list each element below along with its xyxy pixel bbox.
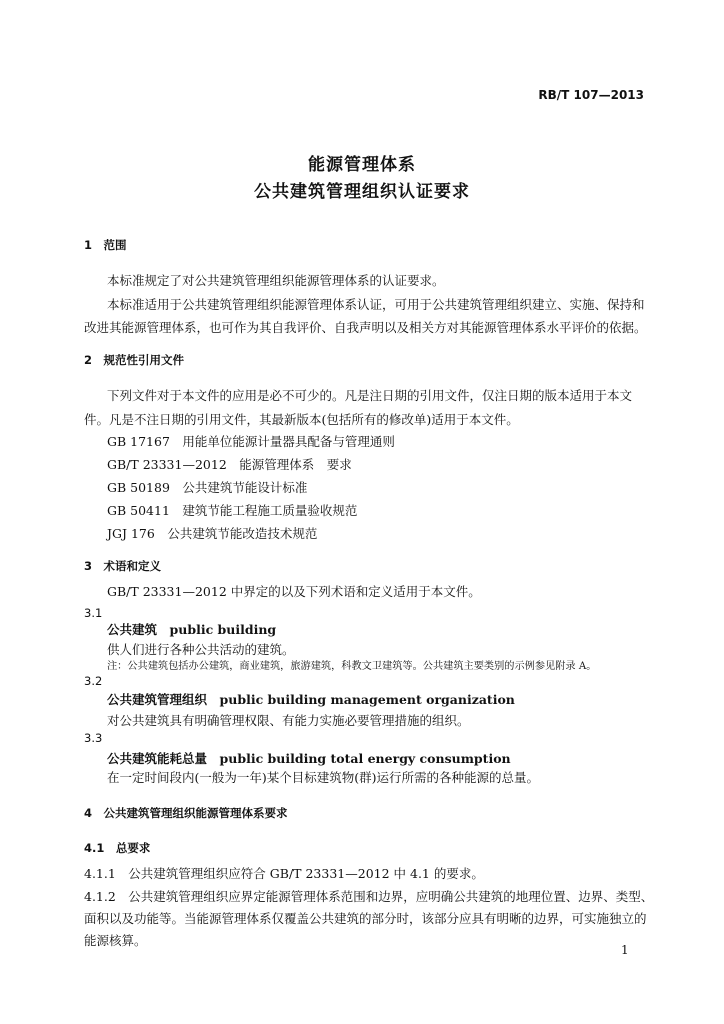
reference-item: JGJ 176 公共建筑节能改造技术规范 [107,526,318,541]
clause-4-1-1: 4.1.1 公共建筑管理组织应符合 GB/T 23331—2012 中 4.1 的要求。 [84,866,484,881]
term-title: 公共建筑能耗总量 public building total energy consumption [107,751,511,766]
page-number: 1 [621,943,629,957]
section-4-heading: 4 公共建筑管理组织能源管理体系要求 [84,806,288,820]
clause-4-1-2-continued: 能源核算。 [84,933,147,948]
term-definition: 供人们进行各种公共活动的建筑。 [107,642,295,657]
document-title-line2: 公共建筑管理组织认证要求 [254,182,470,202]
reference-item: GB 17167 用能单位能源计量器具配备与管理通则 [107,434,395,449]
section-1-heading: 1 范围 [84,238,127,252]
term-definition: 对公共建筑具有明确管理权限、有能力实施必要管理措施的组织。 [107,713,470,728]
section-3-heading: 3 术语和定义 [84,559,162,573]
clause-4-1-2: 4.1.2 公共建筑管理组织应界定能源管理体系范围和边界，应明确公共建筑的地理位置、边界、类型、 [84,889,654,904]
section-1-paragraph: 本标准适用于公共建筑管理组织能源管理体系认证，可用于公共建筑管理组织建立、实施、保持和 [107,297,645,312]
section-2-heading: 2 规范性引用文件 [84,353,185,367]
section-2-paragraph: 下列文件对于本文件的应用是必不可少的。凡是注日期的引用文件，仅注日期的版本适用于本文 [107,388,633,403]
section-2-paragraph: 件。凡是不注日期的引用文件，其最新版本(包括所有的修改单)适用于本文件。 [84,412,519,427]
reference-item: GB 50189 公共建筑节能设计标准 [107,480,308,495]
term-definition: 在一定时间段内(一般为一年)某个目标建筑物(群)运行所需的各种能源的总量。 [107,770,540,785]
term-note: 注：公共建筑包括办公建筑，商业建筑，旅游建筑，科教文卫建筑等。公共建筑主要类别的示例参见附录 A。 [107,661,597,672]
clause-4-1-2-continued: 面积以及功能等。当能源管理体系仅覆盖公共建筑的部分时，该部分应具有明晰的边界，可实施独立的 [84,911,647,926]
subsection-4-1-heading: 4.1 总要求 [84,841,151,855]
term-title: 公共建筑管理组织 public building management organization [107,692,515,707]
standard-number: RB/T 107—2013 [538,88,644,102]
term-title: 公共建筑 public building [107,622,277,637]
document-title-line1: 能源管理体系 [308,155,416,175]
reference-item: GB/T 23331—2012 能源管理体系 要求 [107,457,352,472]
section-1-paragraph: 本标准规定了对公共建筑管理组织能源管理体系的认证要求。 [107,273,445,288]
term-number: 3.3 [84,731,103,745]
reference-item: GB 50411 建筑节能工程施工质量验收规范 [107,503,358,518]
section-1-paragraph: 改进其能源管理体系，也可作为其自我评价、自我声明以及相关方对其能源管理体系水平评价的依据。 [84,320,647,335]
term-number: 3.2 [84,674,103,688]
term-number: 3.1 [84,606,103,620]
section-3-intro: GB/T 23331—2012 中界定的以及下列术语和定义适用于本文件。 [107,584,481,599]
